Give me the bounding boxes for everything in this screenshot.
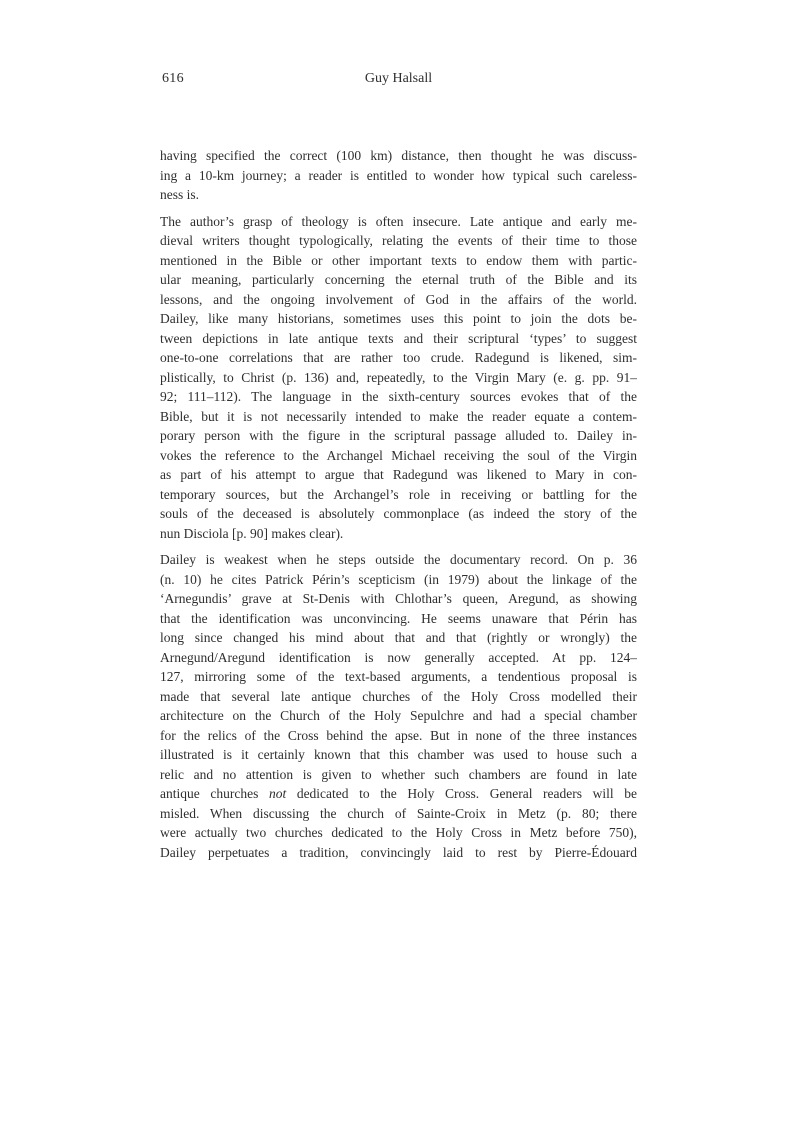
text-segment: temporary sources, but the Archangel’s role in receiving or battling for the: [160, 486, 637, 502]
text-segment: The author’s grasp of theology is often insecure. Late antique and early me-: [160, 213, 637, 229]
text-segment: lessons, and the ongoing involvement of God in the affairs of the world.: [160, 291, 637, 307]
text-line: [160, 504, 637, 524]
page-header: [160, 69, 637, 89]
text-segment: ular meaning, particularly concerning the eternal truth of the Bible and its: [160, 272, 637, 287]
text-segment: for the relics of the Cross behind the apse. But in none of the three instances: [160, 727, 637, 743]
text-line: [160, 348, 637, 368]
text-segment: tween depictions in late antique texts and their scriptural ‘types’ to suggest: [160, 330, 637, 346]
text-line: [160, 446, 637, 466]
paragraph: [160, 212, 637, 544]
text-segment: vokes the reference to the Archangel Michael receiving the soul of the Virgin: [160, 447, 637, 463]
text-segment: ing a 10-km journey; a reader is entitled to wonder how typical such careless-: [160, 167, 637, 183]
text-line: [160, 648, 637, 668]
text-segment: 92; 111–112). The language in the sixth-century sources evokes that of the: [160, 389, 637, 404]
paragraph: [160, 146, 637, 205]
text-line: [160, 706, 637, 726]
text-line: [160, 290, 637, 310]
text-line: [160, 485, 637, 505]
text-line: [160, 745, 637, 765]
text-segment: having specified the correct (100 km) distance, then thought he was discuss-: [160, 148, 637, 163]
text-segment: illustrated is it certainly known that this chamber was used to house such a: [160, 747, 637, 762]
text-line: [160, 185, 637, 205]
text-line: [160, 765, 637, 785]
text-segment: one-to-one correlations that are rather too crude. Radegund is likened, sim-: [160, 350, 637, 365]
text-line: [160, 251, 637, 271]
text-segment: antique churches: [160, 786, 269, 801]
text-line: [160, 309, 637, 329]
text-segment: dedicated to the Holy Cross. General readers will be: [286, 786, 637, 801]
text-line: [160, 550, 637, 570]
text-line: [160, 270, 637, 290]
text-segment: Dailey is weakest when he steps outside the documentary record. On p. 36: [160, 552, 637, 567]
running-header-author: Guy Halsall: [364, 71, 433, 86]
text-segment: 127, mirroring some of the text-based arguments, a tendentious proposal is: [160, 669, 637, 684]
text-line: [160, 231, 637, 251]
italic-text-segment: not: [268, 786, 287, 801]
text-line: [160, 784, 637, 804]
text-line: [160, 407, 637, 427]
paragraph: [160, 550, 637, 862]
text-segment: porary person with the figure in the scriptural passage alluded to. Dailey in-: [160, 428, 637, 443]
text-segment: made that several late antique churches of the Holy Cross modelled their: [160, 688, 637, 704]
text-line: [160, 570, 637, 590]
text-line: [160, 368, 637, 388]
text-line: [160, 426, 637, 446]
text-segment: misled. When discussing the church of Sainte-Croix in Metz (p. 80; there: [160, 805, 637, 821]
text-line: [160, 329, 637, 349]
text-segment: ness is.: [160, 187, 200, 202]
text-segment: were actually two churches dedicated to the Holy Cross in Metz before 750),: [160, 825, 637, 840]
text-segment: souls of the deceased is absolutely commonplace (as indeed the story of the: [160, 506, 637, 521]
text-segment: as part of his attempt to argue that Radegund was likened to Mary in con-: [160, 467, 637, 482]
text-segment: nun Disciola [p. 90] makes clear).: [160, 525, 344, 541]
text-segment: (n. 10) he cites Patrick Périn’s scepticism (in 1979) about the linkage of the: [160, 571, 637, 587]
text-segment: Bible, but it is not necessarily intended to make the reader equate a contem-: [160, 408, 637, 424]
text-segment: architecture on the Church of the Holy Sepulchre and had a special chamber: [160, 708, 637, 723]
text-line: [160, 589, 637, 609]
text-line: [160, 212, 637, 232]
text-line: [160, 843, 637, 863]
text-line: [160, 823, 637, 843]
text-line: [160, 166, 637, 186]
text-line: [160, 687, 637, 707]
page-body: [160, 146, 637, 862]
text-line: [160, 387, 637, 407]
text-segment: Dailey perpetuates a tradition, convincingly laid to rest by Pierre-Édouard: [160, 844, 637, 860]
text-segment: dieval writers thought typologically, relating the events of their time to those: [160, 233, 637, 248]
text-segment: relic and no attention is given to whether such chambers are found in late: [160, 766, 637, 782]
text-line: [160, 146, 637, 166]
text-segment: plistically, to Christ (p. 136) and, repeatedly, to the Virgin Mary (e. g. pp. 91–: [160, 369, 637, 385]
text-line: [160, 609, 637, 629]
text-line: [160, 628, 637, 648]
text-segment: Arnegund/Aregund identification is now generally accepted. At pp. 124–: [160, 649, 637, 665]
text-segment: long since changed his mind about that and that (rightly or wrongly) the: [160, 630, 637, 645]
text-line: [160, 804, 637, 824]
text-line: [160, 667, 637, 687]
text-line: [160, 465, 637, 485]
text-segment: that the identification was unconvincing. He seems unaware that Périn has: [160, 610, 637, 626]
page-number: 616: [162, 71, 184, 86]
text-segment: mentioned in the Bible or other important texts to endow them with partic-: [160, 252, 637, 268]
text-segment: ‘Arnegundis’ grave at St-Denis with Chlothar’s queen, Aregund, as showing: [160, 591, 637, 606]
text-line: [160, 726, 637, 746]
text-line: [160, 524, 637, 544]
text-segment: Dailey, like many historians, sometimes uses this point to join the dots be-: [160, 311, 637, 326]
